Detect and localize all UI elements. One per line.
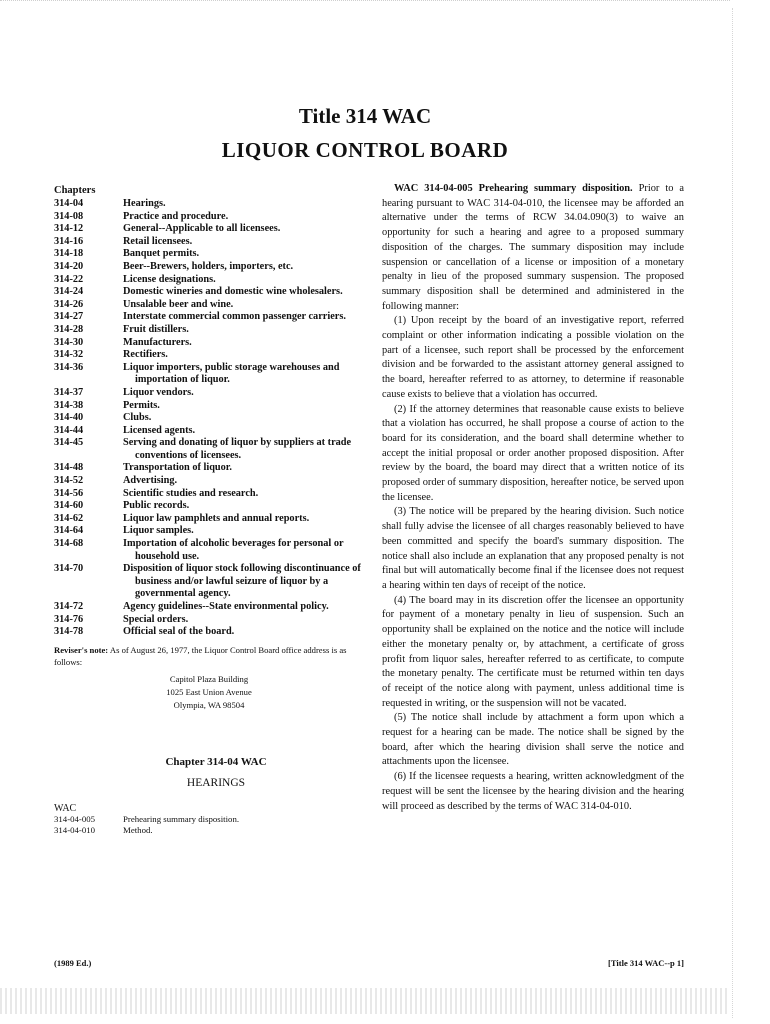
body-paragraph-1: (1) Upon receipt by the board of an investigative report, referred complaint or other information indicating a possible violation on the part of a licensee, such report shall be processed by the enforcement division and be forwarded to the assistant attorney general assigned to the board, hereafter referred to as attorney, to determine if reasonable cause exists to believe that a violation has occurred. — [382, 315, 684, 400]
chapter-number: 314-78 — [54, 626, 84, 638]
chapter-number: 314-27 — [54, 311, 84, 323]
section-title: Prehearing summary disposition. — [123, 813, 240, 824]
chapter-row — [54, 425, 364, 438]
chapter-number: 314-44 — [54, 424, 84, 436]
chapter-subtitle: HEARINGS — [186, 776, 246, 789]
chapter-title: Hearings. — [123, 198, 166, 209]
chapter-row — [54, 488, 364, 501]
section-number: 314-04-010 — [54, 824, 96, 835]
chapter-label: Chapter 314-04 WAC — [165, 755, 267, 768]
scan-artifact-edge — [732, 8, 739, 1018]
chapter-number: 314-64 — [54, 525, 84, 537]
chapter-title: Liquor importers, public storage warehouses and importation of liquor. — [123, 361, 340, 386]
chapter-title: Clubs. — [123, 412, 152, 424]
chapter-title: Special orders. — [123, 613, 189, 625]
reviser-note-text: As of August 26, 1977, the Liquor Control Board office address is as follows: — [54, 644, 347, 667]
chapter-number: 314-04 — [54, 198, 84, 209]
chapter-row — [54, 286, 364, 299]
body-paragraph-3: (3) The notice will be prepared by the hearing division. Such notice shall fully advise the licensee of all charges reasonably believed to have been committed and specify the board's summary disposition. The notice shall also include an explanation that any proposed penalty is not final but will automatically become final if the licensee does not request a hearing within ten days of receipt of the notice. — [382, 506, 684, 591]
chapter-title: Serving and donating of liquor by suppliers at trade conventions of licensees. — [123, 437, 352, 461]
chapter-row — [54, 337, 364, 350]
chapter-row — [54, 311, 364, 324]
chapter-number: 314-68 — [54, 538, 84, 550]
address-line-1: Capitol Plaza Building — [169, 673, 249, 684]
chapter-number: 314-08 — [54, 210, 84, 222]
chapter-row — [54, 563, 364, 601]
left-column — [54, 185, 364, 836]
chapter-title: Interstate commercial common passenger carriers. — [123, 311, 346, 323]
chapter-row — [54, 614, 364, 627]
reviser-note-label: Reviser's note: — [54, 644, 109, 655]
chapter-number: 314-20 — [54, 260, 84, 272]
chapter-title: Beer--Brewers, holders, importers, etc. — [123, 260, 294, 272]
body-paragraph-4: (4) The board may in its discretion offer the licensee an opportunity for payment of a monetary penalty in lieu of suspension. Such an opportunity shall be explained on the notice and the notice will include either the monetary penalty or, by attachment, a certificate of gross profit from liquor sales, hereafter referred to as certificate, to compute the monetary penalty. The certificate must be returned within ten days of receipt of the notice along with payment, unless additional time is requested in writing, or the suspension will not be vacated. — [382, 594, 684, 709]
chapter-number: 314-45 — [54, 437, 84, 449]
right-column — [382, 182, 684, 814]
chapter-number: 314-30 — [54, 336, 84, 348]
section-number: 314-04-005 — [54, 813, 96, 824]
chapter-row — [54, 198, 364, 211]
chapter-title: Banquet permits. — [123, 248, 200, 260]
chapter-title: Liquor law pamphlets and annual reports. — [123, 512, 310, 524]
chapter-title: Fruit distillers. — [123, 323, 189, 335]
chapter-number: 314-28 — [54, 323, 84, 335]
chapter-number: 314-62 — [54, 512, 84, 524]
chapter-number: 314-26 — [54, 298, 84, 310]
chapter-title: License designations. — [123, 273, 216, 285]
chapter-number: 314-18 — [54, 248, 84, 260]
chapter-number: 314-12 — [54, 223, 84, 235]
body-paragraph-5: (5) The notice shall include by attachment a form upon which a request for a hearing can be made. The notice shall be signed by the board, after which the hearing division shall serve the notice and attachments upon the licensee. — [382, 712, 684, 768]
chapter-title: Manufacturers. — [123, 336, 192, 348]
section-row — [54, 814, 364, 825]
chapter-title: Practice and procedure. — [123, 210, 229, 222]
chapter-row — [54, 462, 364, 475]
chapter-title: Liquor vendors. — [123, 386, 194, 398]
chapter-row — [54, 387, 364, 400]
body-paragraph-2: (2) If the attorney determines that reasonable cause exists to believe that a violation has occurred, he shall propose a course of action to the board for its consideration, and the board shall determine whether to accept the initial proposal or order another proposed disposition. After review by the board, the board may direct that a written notice of its proposed order of summary disposition, hereafter notice, be served upon the licensee. — [382, 403, 684, 503]
chapter-row — [54, 437, 364, 462]
chapter-number: 314-76 — [54, 613, 84, 625]
scan-artifact-top — [0, 0, 730, 7]
address-line-2: 1025 East Union Avenue — [166, 686, 252, 697]
scan-artifact-bottom — [0, 988, 730, 1014]
address-line-3: Olympia, WA 98504 — [173, 699, 245, 710]
section-heading: WAC 314-04-005 Prehearing summary disposition. — [394, 183, 633, 194]
chapter-row — [54, 324, 364, 337]
chapter-title: Liquor samples. — [123, 525, 194, 537]
chapter-number: 314-72 — [54, 601, 84, 612]
chapter-title: Domestic wineries and domestic wine wholesalers. — [123, 286, 343, 298]
chapter-title: Public records. — [123, 500, 190, 512]
chapter-title: Transportation of liquor. — [123, 462, 232, 474]
chapter-row — [54, 349, 364, 362]
chapter-title: Official seal of the board. — [123, 626, 235, 638]
title-line-2: LIQUOR CONTROL BOARD — [221, 138, 509, 162]
footer-edition: (1989 Ed.) — [54, 958, 92, 968]
chapter-row — [54, 500, 364, 513]
chapter-row — [54, 223, 364, 236]
chapter-row — [54, 274, 364, 287]
section-title: Method. — [123, 824, 153, 835]
footer-page-ref: [Title 314 WAC--p 1] — [608, 958, 684, 968]
chapter-row — [54, 261, 364, 274]
chapter-row — [54, 299, 364, 312]
chapter-number: 314-16 — [54, 235, 84, 247]
section-list — [54, 814, 364, 836]
chapter-title: General--Applicable to all licensees. — [123, 223, 281, 235]
chapter-row — [54, 538, 364, 563]
chapter-number: 314-48 — [54, 462, 84, 474]
title-line-1: Title 314 WAC — [298, 104, 432, 128]
chapter-row — [54, 248, 364, 261]
chapter-title: Disposition of liquor stock following discontinuance of business and/or lawful seizure of liquor by a governmental agency. — [123, 563, 361, 600]
wac-label: WAC — [54, 802, 77, 814]
chapter-list — [54, 198, 364, 639]
chapter-row — [54, 525, 364, 538]
chapter-title: Scientific studies and research. — [123, 487, 259, 499]
chapter-title: Licensed agents. — [123, 424, 196, 436]
chapter-title: Agency guidelines--State environmental policy. — [123, 601, 329, 612]
chapter-title: Retail licensees. — [123, 235, 193, 247]
reviser-note — [54, 644, 364, 668]
chapter-title: Importation of alcoholic beverages for personal or household use. — [123, 538, 344, 562]
chapter-number: 314-56 — [54, 487, 84, 499]
chapter-row — [54, 400, 364, 413]
chapter-row — [54, 626, 364, 639]
chapter-row — [54, 475, 364, 488]
chapter-row — [54, 412, 364, 425]
section-row — [54, 825, 364, 836]
chapter-number: 314-38 — [54, 399, 84, 411]
chapter-number: 314-22 — [54, 273, 84, 285]
chapter-number: 314-60 — [54, 500, 84, 512]
chapters-heading: Chapters — [54, 185, 96, 196]
address-block — [54, 673, 364, 712]
chapter-number: 314-36 — [54, 361, 84, 373]
chapter-number: 314-52 — [54, 475, 84, 487]
section-intro-paragraph — [382, 182, 684, 314]
chapter-row — [54, 211, 364, 224]
chapter-title: Unsalable beer and wine. — [123, 298, 234, 310]
chapter-row — [54, 601, 364, 614]
chapter-number: 314-40 — [54, 412, 84, 424]
chapter-title: Advertising. — [123, 475, 178, 487]
chapter-row — [54, 362, 364, 387]
body-paragraph-6: (6) If the licensee requests a hearing, written acknowledgment of the request will be sent the licensee by the hearing division and the hearing will proceed as described by the terms of WAC 314-04-010. — [382, 771, 684, 812]
chapter-title: Permits. — [123, 399, 160, 411]
body-paragraph-0: Prior to a hearing pursuant to WAC 314-04-010, the licensee may be afforded an alternative under the terms of RCW 34.04.090(3) to waive an opportunity for such a hearing and agree to a proposed summary disposition of the charges. The summary disposition may include suspension or cancellation of a license or imposition of a monetary penalty in lieu of the proposed summary suspension. The proposed summary disposition shall be determined and administered in the following manner: — [382, 183, 684, 312]
chapter-number: 314-32 — [54, 349, 84, 361]
chapter-number: 314-37 — [54, 386, 84, 398]
chapter-number: 314-70 — [54, 563, 84, 575]
chapter-row — [54, 236, 364, 249]
chapter-number: 314-24 — [54, 286, 84, 298]
chapter-title: Rectifiers. — [123, 349, 168, 361]
chapter-row — [54, 513, 364, 526]
